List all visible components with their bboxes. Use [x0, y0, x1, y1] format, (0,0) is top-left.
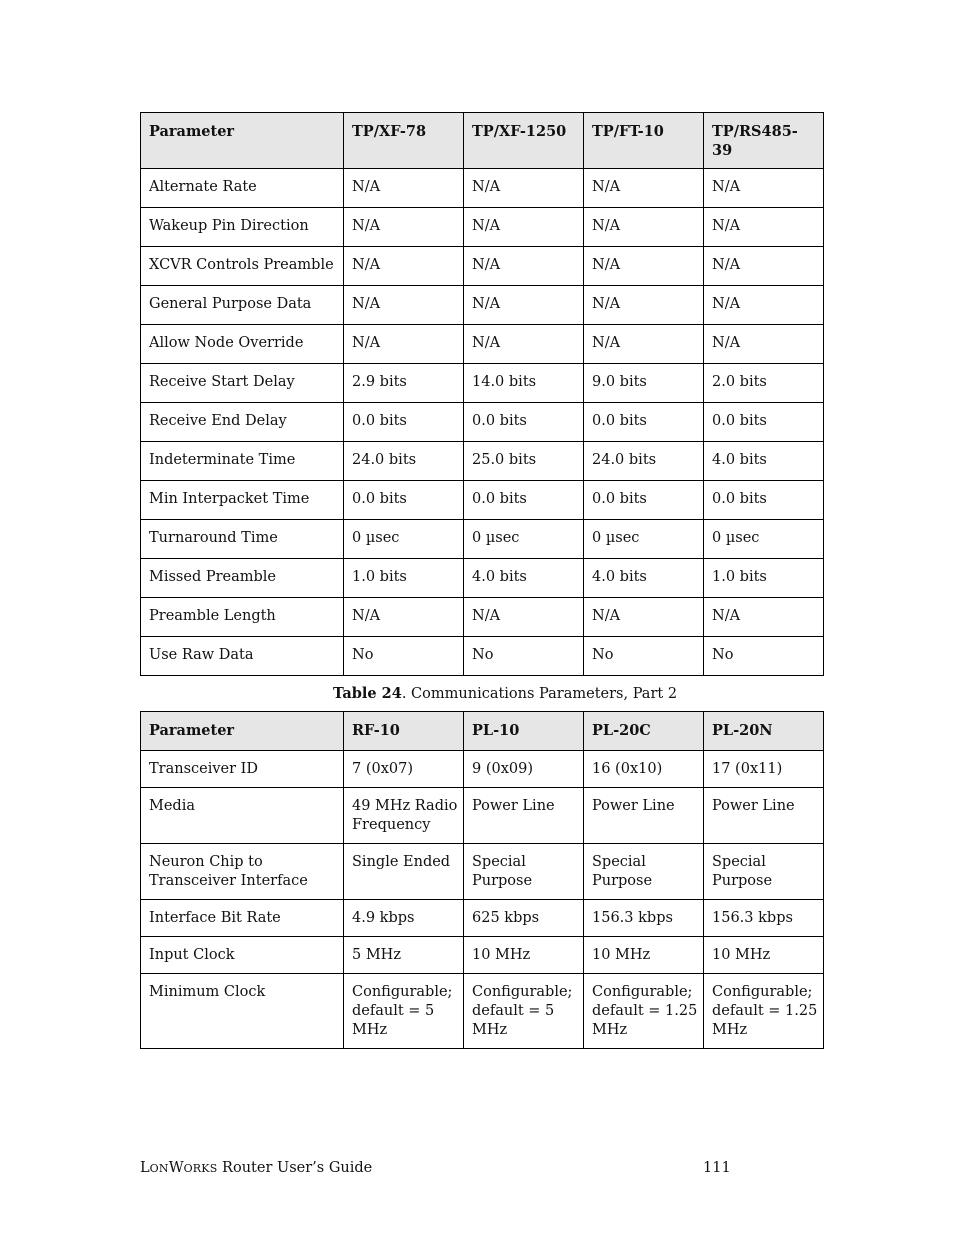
- parameter-value-cell: 14.0 bits: [464, 364, 584, 403]
- communications-parameters-table-part2: [140, 711, 824, 1049]
- parameter-name-cell: Min Interpacket Time: [141, 481, 344, 520]
- table-row: [141, 442, 824, 481]
- parameter-value-cell: N/A: [344, 286, 464, 325]
- parameter-value-cell: Power Line: [704, 788, 824, 844]
- parameter-value-cell: Power Line: [584, 788, 704, 844]
- parameter-name-cell: Minimum Clock: [141, 974, 344, 1049]
- table-row: [141, 974, 824, 1049]
- table-row: [141, 247, 824, 286]
- parameter-value-cell: N/A: [464, 325, 584, 364]
- table-row: [141, 208, 824, 247]
- parameter-value-cell: N/A: [704, 169, 824, 208]
- parameter-value-cell: No: [344, 637, 464, 676]
- parameter-name-cell: Use Raw Data: [141, 637, 344, 676]
- parameter-value-cell: 4.9 kbps: [344, 900, 464, 937]
- table-row: [141, 900, 824, 937]
- parameter-value-cell: N/A: [704, 286, 824, 325]
- footer-title-rest: Router User’s Guide: [217, 1160, 373, 1176]
- parameter-value-cell: N/A: [464, 286, 584, 325]
- parameter-value-cell: 10 MHz: [584, 937, 704, 974]
- column-header: TP/FT-10: [584, 113, 704, 169]
- parameter-value-cell: 9 (0x09): [464, 751, 584, 788]
- parameter-name-cell: Indeterminate Time: [141, 442, 344, 481]
- table-row: [141, 481, 824, 520]
- table-row: [141, 520, 824, 559]
- parameter-name-cell: XCVR Controls Preamble: [141, 247, 344, 286]
- parameter-value-cell: 1.0 bits: [704, 559, 824, 598]
- parameter-value-cell: N/A: [344, 325, 464, 364]
- parameter-value-cell: N/A: [584, 247, 704, 286]
- parameter-value-cell: 0 µsec: [464, 520, 584, 559]
- parameter-value-cell: No: [464, 637, 584, 676]
- column-header: PL-20N: [704, 712, 824, 751]
- parameter-value-cell: 0 µsec: [584, 520, 704, 559]
- parameter-value-cell: 49 MHz Radio Frequency: [344, 788, 464, 844]
- footer-brand-orks: ORKS: [183, 1162, 218, 1175]
- table-header-row: [141, 113, 824, 169]
- parameter-name-cell: Input Clock: [141, 937, 344, 974]
- parameter-value-cell: 24.0 bits: [584, 442, 704, 481]
- footer-document-title: [140, 1160, 372, 1176]
- parameter-value-cell: Configurable; default = 5 MHz: [344, 974, 464, 1049]
- communications-parameters-table-part1: [140, 112, 824, 676]
- parameter-value-cell: 0 µsec: [704, 520, 824, 559]
- column-header: PL-10: [464, 712, 584, 751]
- table-caption: [140, 685, 870, 702]
- table-row: [141, 598, 824, 637]
- parameter-value-cell: 0.0 bits: [704, 403, 824, 442]
- parameter-value-cell: Configurable; default = 5 MHz: [464, 974, 584, 1049]
- parameter-value-cell: 16 (0x10): [584, 751, 704, 788]
- parameter-value-cell: 25.0 bits: [464, 442, 584, 481]
- table-row: [141, 325, 824, 364]
- table-row: [141, 637, 824, 676]
- parameter-value-cell: 1.0 bits: [344, 559, 464, 598]
- parameter-name-cell: Transceiver ID: [141, 751, 344, 788]
- parameter-value-cell: 17 (0x11): [704, 751, 824, 788]
- column-header: PL-20C: [584, 712, 704, 751]
- footer-brand-l: L: [140, 1160, 150, 1176]
- parameter-name-cell: Wakeup Pin Direction: [141, 208, 344, 247]
- table-row: [141, 751, 824, 788]
- table-row: [141, 169, 824, 208]
- parameter-name-cell: Preamble Length: [141, 598, 344, 637]
- footer-brand-on: ON: [149, 1162, 169, 1175]
- parameter-name-cell: Receive End Delay: [141, 403, 344, 442]
- parameter-value-cell: N/A: [704, 208, 824, 247]
- parameter-name-cell: Interface Bit Rate: [141, 900, 344, 937]
- parameter-value-cell: N/A: [584, 598, 704, 637]
- parameter-value-cell: 0.0 bits: [464, 403, 584, 442]
- parameter-name-cell: Missed Preamble: [141, 559, 344, 598]
- column-header: Parameter: [141, 712, 344, 751]
- parameter-value-cell: Power Line: [464, 788, 584, 844]
- table-row: [141, 403, 824, 442]
- parameter-value-cell: N/A: [344, 598, 464, 637]
- parameter-value-cell: 0.0 bits: [344, 403, 464, 442]
- footer-brand-w: W: [168, 1160, 184, 1176]
- table-row: [141, 364, 824, 403]
- table-row: [141, 559, 824, 598]
- parameter-value-cell: 7 (0x07): [344, 751, 464, 788]
- parameter-value-cell: Special Purpose: [704, 844, 824, 900]
- parameter-name-cell: Media: [141, 788, 344, 844]
- parameter-value-cell: 24.0 bits: [344, 442, 464, 481]
- parameter-value-cell: 4.0 bits: [464, 559, 584, 598]
- parameter-value-cell: No: [704, 637, 824, 676]
- parameter-value-cell: Special Purpose: [584, 844, 704, 900]
- parameter-value-cell: 0.0 bits: [344, 481, 464, 520]
- parameter-value-cell: N/A: [584, 208, 704, 247]
- parameter-value-cell: N/A: [464, 208, 584, 247]
- parameter-value-cell: N/A: [344, 169, 464, 208]
- page-number: 111: [703, 1160, 731, 1176]
- table-row: [141, 937, 824, 974]
- parameter-value-cell: 0.0 bits: [584, 403, 704, 442]
- parameter-value-cell: 0.0 bits: [584, 481, 704, 520]
- table-caption-text: . Communications Parameters, Part 2: [401, 686, 678, 702]
- parameter-value-cell: 2.9 bits: [344, 364, 464, 403]
- parameter-name-cell: Neuron Chip to Transceiver Interface: [141, 844, 344, 900]
- column-header: TP/XF-1250: [464, 113, 584, 169]
- table-caption-label: Table 24: [332, 685, 402, 702]
- parameter-value-cell: 0.0 bits: [464, 481, 584, 520]
- table-row: [141, 788, 824, 844]
- parameter-value-cell: Special Purpose: [464, 844, 584, 900]
- parameter-name-cell: Alternate Rate: [141, 169, 344, 208]
- parameter-name-cell: Turnaround Time: [141, 520, 344, 559]
- table-header-row: [141, 712, 824, 751]
- parameter-value-cell: N/A: [464, 169, 584, 208]
- parameter-value-cell: N/A: [344, 208, 464, 247]
- parameter-value-cell: 9.0 bits: [584, 364, 704, 403]
- parameter-value-cell: N/A: [584, 286, 704, 325]
- parameter-value-cell: 0 µsec: [344, 520, 464, 559]
- column-header: RF-10: [344, 712, 464, 751]
- parameter-name-cell: Receive Start Delay: [141, 364, 344, 403]
- parameter-value-cell: 4.0 bits: [704, 442, 824, 481]
- parameter-value-cell: 625 kbps: [464, 900, 584, 937]
- parameter-value-cell: 5 MHz: [344, 937, 464, 974]
- parameter-value-cell: 4.0 bits: [584, 559, 704, 598]
- parameter-value-cell: N/A: [464, 598, 584, 637]
- parameter-value-cell: N/A: [344, 247, 464, 286]
- parameter-name-cell: Allow Node Override: [141, 325, 344, 364]
- parameter-name-cell: General Purpose Data: [141, 286, 344, 325]
- parameter-value-cell: Configurable; default = 1.25 MHz: [704, 974, 824, 1049]
- table-row: [141, 844, 824, 900]
- parameter-value-cell: N/A: [704, 247, 824, 286]
- parameter-value-cell: N/A: [704, 325, 824, 364]
- parameter-value-cell: N/A: [464, 247, 584, 286]
- parameter-value-cell: N/A: [584, 169, 704, 208]
- parameter-value-cell: Configurable; default = 1.25 MHz: [584, 974, 704, 1049]
- parameter-value-cell: 10 MHz: [704, 937, 824, 974]
- parameter-value-cell: No: [584, 637, 704, 676]
- parameter-value-cell: 2.0 bits: [704, 364, 824, 403]
- parameter-value-cell: 10 MHz: [464, 937, 584, 974]
- parameter-value-cell: N/A: [704, 598, 824, 637]
- table-row: [141, 286, 824, 325]
- parameter-value-cell: Single Ended: [344, 844, 464, 900]
- parameter-value-cell: 156.3 kbps: [704, 900, 824, 937]
- parameter-value-cell: 0.0 bits: [704, 481, 824, 520]
- column-header: TP/XF-78: [344, 113, 464, 169]
- column-header: Parameter: [141, 113, 344, 169]
- parameter-value-cell: N/A: [584, 325, 704, 364]
- column-header: TP/RS485-39: [704, 113, 824, 169]
- parameter-value-cell: 156.3 kbps: [584, 900, 704, 937]
